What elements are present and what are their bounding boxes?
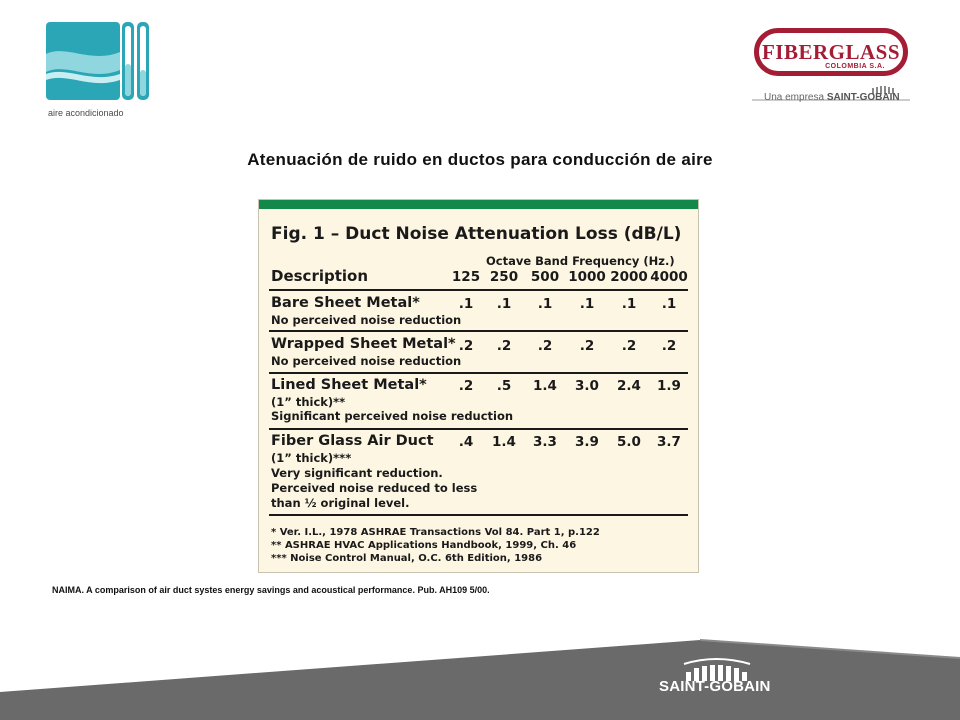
row-rule: [269, 514, 688, 516]
source-citation: NAIMA. A comparison of air duct systes energy savings and acoustical performance. Pub. AH109 5/00.: [52, 585, 490, 595]
row-rule: [269, 330, 688, 332]
row-value: .2: [496, 338, 512, 354]
figure-top-bar: [259, 200, 698, 209]
fiberglass-brand: FIBERGLASS: [761, 40, 901, 64]
footnote: ** ASHRAE HVAC Applications Handbook, 1999, Ch. 46: [271, 540, 577, 551]
row-value: .5: [496, 378, 512, 394]
row-note: (1” thick)**: [271, 395, 346, 409]
row-value: .2: [621, 338, 637, 354]
footer-band: [0, 630, 960, 720]
fiberglass-logo: [752, 28, 910, 108]
row-value: .1: [496, 296, 512, 312]
row-note: Significant perceived noise reduction: [271, 409, 514, 423]
row-name: Bare Sheet Metal*: [271, 295, 420, 311]
page-title: Atenuación de ruido en ductos para conducción de aire: [247, 150, 713, 169]
figure-title: Fig. 1 – Duct Noise Attenuation Loss (dB/L): [271, 224, 682, 244]
row-value: 1.4: [492, 434, 516, 450]
air-wave-icon: [46, 22, 152, 106]
row-note: (1” thick)***: [271, 451, 352, 465]
row-value: 1.9: [657, 378, 681, 394]
row-value: 1.4: [533, 378, 557, 394]
row-value: .1: [579, 296, 595, 312]
row-value: .2: [458, 338, 474, 354]
header-rule: [269, 289, 688, 291]
freq-header: 2000: [610, 269, 648, 285]
row-note: Perceived noise reduced to less: [271, 481, 478, 495]
row-value: .1: [661, 296, 677, 312]
description-header: Description: [271, 267, 369, 285]
row-value: .2: [579, 338, 595, 354]
row-value: 2.4: [617, 378, 641, 394]
row-value: .1: [537, 296, 553, 312]
attenuation-figure: [258, 199, 699, 573]
row-value: 3.0: [575, 378, 599, 394]
row-value: .4: [458, 434, 474, 450]
row-value: 5.0: [617, 434, 641, 450]
logo-left-text: aire acondicionado: [48, 108, 124, 118]
tagline-prefix: Una empresa: [764, 92, 825, 103]
aire-acondicionado-logo: [46, 22, 152, 122]
row-rule: [269, 372, 688, 374]
row-value: 3.3: [533, 434, 557, 450]
row-value: .2: [537, 338, 553, 354]
freq-header: 500: [530, 269, 560, 285]
row-rule: [269, 428, 688, 430]
freq-header: 125: [451, 269, 481, 285]
row-name: Wrapped Sheet Metal*: [271, 336, 456, 352]
row-value: .2: [661, 338, 677, 354]
row-value: .1: [621, 296, 637, 312]
row-note: No perceived noise reduction: [271, 354, 462, 368]
fiberglass-oval: [754, 28, 908, 76]
row-name: Lined Sheet Metal*: [271, 377, 427, 393]
row-value: .2: [458, 378, 474, 394]
row-value: .1: [458, 296, 474, 312]
footer-brand: SAINT-GOBAIN: [659, 678, 771, 695]
row-note: No perceived noise reduction: [271, 313, 462, 327]
row-note: Very significant reduction.: [271, 466, 443, 480]
footnote: * Ver. I.L., 1978 ASHRAE Transactions Vol 84. Part 1, p.122: [271, 527, 600, 538]
row-value: 3.9: [575, 434, 599, 450]
row-note: than ½ original level.: [271, 496, 410, 510]
row-value: 3.7: [657, 434, 681, 450]
footnote: *** Noise Control Manual, O.C. 6th Edition, 1986: [271, 553, 543, 564]
freq-header: 4000: [650, 269, 688, 285]
row-name: Fiber Glass Air Duct: [271, 433, 434, 449]
tagline-brand: SAINT-GOBAIN: [826, 92, 900, 103]
freq-header: 1000: [568, 269, 606, 285]
fiberglass-sub: COLOMBIA S.A.: [825, 63, 885, 70]
octave-band-label: Octave Band Frequency (Hz.): [486, 254, 675, 268]
freq-header: 250: [489, 269, 519, 285]
fiberglass-tagline: [764, 92, 900, 103]
